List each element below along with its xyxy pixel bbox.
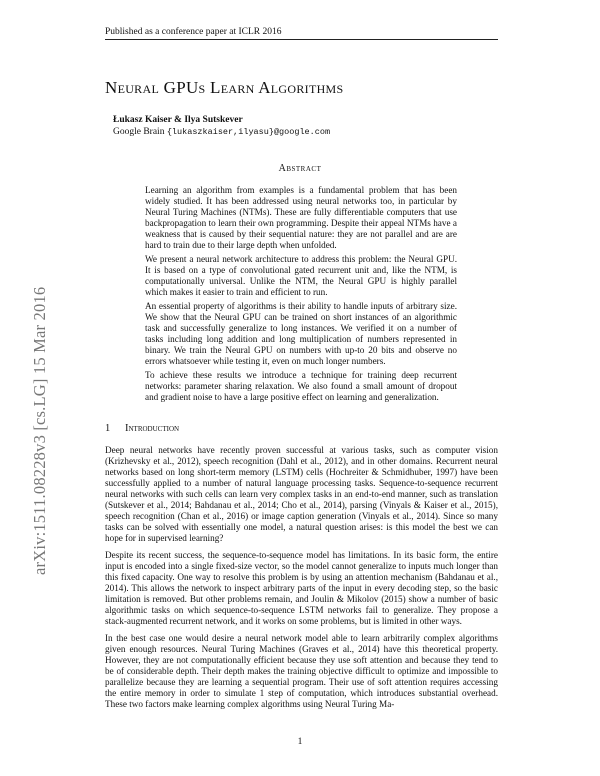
running-header: Published as a conference paper at ICLR 2016 xyxy=(105,27,282,37)
body-paragraph: Deep neural networks have recently proven successful at various tasks, such as computer vision (Krizhevsky et al., 2012), speech recognition (Dahl et al., 2012), and in other domains. Recurrent neural networks based on long short-term memory (LSTM) cells (Hochreiter & Schmidhuber, 1997) have been successfully applied to a number of natural language processing tasks. Sequence-to-sequence recurrent neural networks with such cells can learn very complex tasks in an end-to-end manner, such as translation (Sutskever et al., 2014; Bahdanau et al., 2014; Cho et al., 2014), parsing (Vinyals & Kaiser et al., 2015), speech recognition (Chan et al., 2016) or image caption generation (Vinyals et al., 2014). Since so many tasks can be solved with essentially one model, a natural question arises: is this model the best we can hope for in supervised learning? xyxy=(105,445,498,543)
arxiv-stamp: arXiv:1511.08228v3 [cs.LG] 15 Mar 2016 xyxy=(30,286,49,575)
body-paragraph: In the best case one would desire a neural network model able to learn arbitrarily complex algorithms given enough resources. Neural Turing Machines (Graves et al., 2014) have this theoretical property. However, they are not computationally efficient because they use soft attention and because they tend to be of considerable depth. Their depth makes the training objective difficult to optimize and impossible to parallelize because they are learning a sequential program. Their use of soft attention requires accessing the entire memory in order to simulate 1 step of computation, which introduces substantial overhead. These two factors make learning complex algorithms using Neural Turing Ma- xyxy=(105,633,498,709)
paper-title-text: Neural GPUs Learn Algorithms xyxy=(105,78,344,97)
header-rule xyxy=(105,39,498,40)
abstract-heading-text: Abstract xyxy=(278,163,322,174)
abstract-paragraph: To achieve these results we introduce a technique for training deep recurrent networks: parameter sharing relaxation. We also found a small amount of dropout and gradient noise to have a large positive effect on learning and generalization. xyxy=(145,370,457,402)
section-heading xyxy=(105,423,179,434)
authors: Łukasz Kaiser & Ilya Sutskever xyxy=(113,115,243,125)
section-number: 1 xyxy=(105,423,111,434)
paper-title xyxy=(105,78,344,98)
affiliation xyxy=(113,127,330,137)
abstract xyxy=(145,185,457,406)
abstract-paragraph: We present a neural network architecture to address this problem: the Neural GPU. It is based on a type of convolutional gated recurrent unit and, like the NTM, is computationally universal. Unlike the NTM, the Neural GPU is highly parallel which makes it easier to train and efficient to run. xyxy=(145,254,457,297)
page-number: 1 xyxy=(297,737,303,747)
affiliation-email: {lukaszkaiser,ilyasu}@google.com xyxy=(166,127,331,137)
body-text xyxy=(105,445,498,716)
section-title: Introduction xyxy=(125,423,180,434)
abstract-heading xyxy=(0,163,600,174)
abstract-paragraph: Learning an algorithm from examples is a fundamental problem that has been widely studied. It has been addressed using neural networks too, in particular by Neural Turing Machines (NTMs). These are fully differentiable computers that use backpropagation to learn their own programming. Despite their appeal NTMs have a weakness that is caused by their sequential nature: they are not parallel and are are hard to train due to their large depth when unfolded. xyxy=(145,185,457,250)
body-paragraph: Despite its recent success, the sequence-to-sequence model has limitations. In its basic form, the entire input is encoded into a single fixed-size vector, so the model cannot generalize to inputs much longer than this fixed capacity. One way to resolve this problem is by using an attention mechanism (Bahdanau et al., 2014). This allows the network to inspect arbitrary parts of the input in every decoding step, so the basic limitation is removed. But other problems remain, and Joulin & Mikolov (2015) show a number of basic algorithmic tasks on which sequence-to-sequence LSTM networks fail to generalize. They propose a stack-augmented recurrent network, and it works on some problems, but is limited in other ways. xyxy=(105,550,498,626)
affiliation-org: Google Brain xyxy=(113,127,167,137)
abstract-paragraph: An essential property of algorithms is their ability to handle inputs of arbitrary size. We show that the Neural GPU can be trained on short instances of an algorithmic task and successfully generalize to long instances. We verified it on a number of tasks including long addition and long multiplication of numbers represented in binary. We train the Neural GPU on numbers with up-to 20 bits and observe no errors whatsoever while testing it, even on much longer numbers. xyxy=(145,301,457,366)
